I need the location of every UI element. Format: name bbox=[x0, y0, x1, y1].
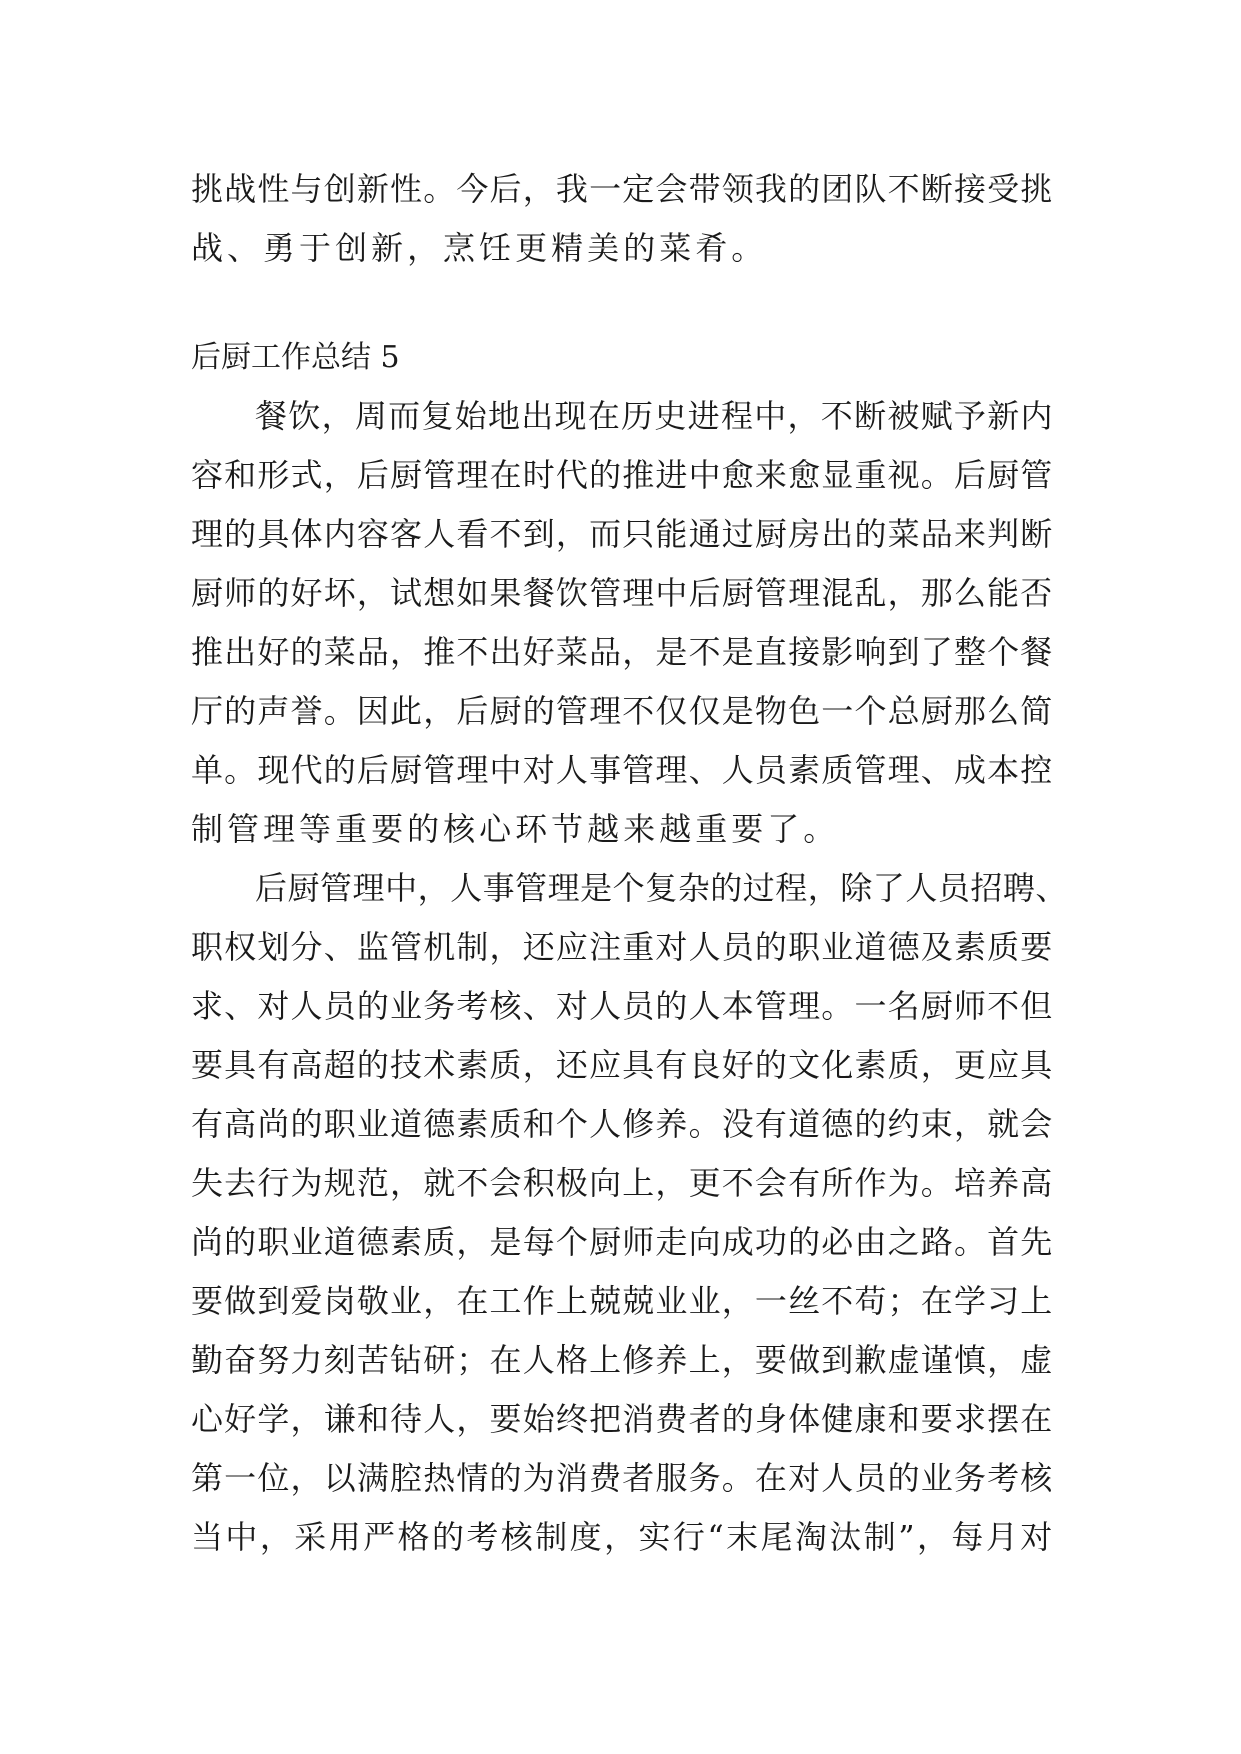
text-line: 战 、 勇 于 创 新 ， 烹 饪 更 精 美 的 菜 肴 。 bbox=[191, 229, 764, 267]
text-line: 心 好 学 ， 谦 和 待 人 ， 要 始 终 把 消 费 者 的 身 体 健 康 和 要 求 摆 在 bbox=[191, 1400, 1053, 1438]
text-line: 要 做 到 爱 岗 敬 业 ， 在 工 作 上 兢 兢 业 业 ， 一 丝 不 苟 ； 在 学 习 上 bbox=[191, 1282, 1053, 1320]
text-line: 求 、 对 人 员 的 业 务 考 核 、 对 人 员 的 人 本 管 理 。 一 名 厨 师 不 但 bbox=[191, 987, 1053, 1025]
document-body bbox=[191, 160, 1068, 1567]
text-line: 厨 师 的 好 坏 ， 试 想 如 果 餐 饮 管 理 中 后 厨 管 理 混 乱 ， 那 么 能 否 bbox=[191, 574, 1053, 612]
text-line: 第 一 位 ， 以 满 腔 热 情 的 为 消 费 者 服 务 。 在 对 人 员 的 业 务 考 核 bbox=[191, 1459, 1053, 1497]
text-line: 当 中 ， 采 用 严 格 的 考 核 制 度 ， 实 行 “ 末 尾 淘 汰 制 ” ， 每 月 对 bbox=[191, 1518, 1053, 1556]
text-line: 餐 饮 ， 周 而 复 始 地 出 现 在 历 史 进 程 中 ， 不 断 被 赋 予 新 内 bbox=[255, 397, 1053, 435]
text-line: 容 和 形 式 ， 后 厨 管 理 在 时 代 的 推 进 中 愈 来 愈 显 重 视 。 后 厨 管 bbox=[191, 456, 1053, 494]
paragraph-2 bbox=[191, 859, 1068, 1567]
text-line: 后 厨 管 理 中 ， 人 事 管 理 是 个 复 杂 的 过 程 ， 除 了 人 员 招 聘 、 bbox=[255, 869, 1068, 907]
text-line: 理 的 具 体 内 容 客 人 看 不 到 ， 而 只 能 通 过 厨 房 出 的 菜 品 来 判 断 bbox=[191, 515, 1053, 553]
text-line: 勤 奋 努 力 刻 苦 钻 研 ； 在 人 格 上 修 养 上 ， 要 做 到 歉 虚 谨 慎 ， 虚 bbox=[191, 1341, 1053, 1379]
text-line: 尚 的 职 业 道 德 素 质 ， 是 每 个 厨 师 走 向 成 功 的 必 由 之 路 。 首 先 bbox=[191, 1223, 1053, 1261]
text-line: 挑 战 性 与 创 新 性 。 今 后 ， 我 一 定 会 带 领 我 的 团 队 不 断 接 受 挑 bbox=[191, 170, 1053, 208]
text-line: 要 具 有 高 超 的 技 术 素 质 ， 还 应 具 有 良 好 的 文 化 素 质 ， 更 应 具 bbox=[191, 1046, 1053, 1084]
text-line: 单 。 现 代 的 后 厨 管 理 中 对 人 事 管 理 、 人 员 素 质 管 理 、 成 本 控 bbox=[191, 751, 1053, 789]
text-line: 推 出 好 的 菜 品 ， 推 不 出 好 菜 品 ， 是 不 是 直 接 影 响 到 了 整 个 餐 bbox=[191, 633, 1053, 671]
text-line: 制 管 理 等 重 要 的 核 心 环 节 越 来 越 重 要 了 。 bbox=[191, 810, 836, 848]
text-line: 职 权 划 分 、 监 管 机 制 ， 还 应 注 重 对 人 员 的 职 业 道 德 及 素 质 要 bbox=[191, 928, 1053, 966]
paragraph-1 bbox=[191, 387, 1053, 859]
section-heading: 后厨工作总结 5 bbox=[191, 340, 400, 375]
text-line: 有 高 尚 的 职 业 道 德 素 质 和 个 人 修 养 。 没 有 道 德 的 约 束 ， 就 会 bbox=[191, 1105, 1053, 1143]
text-line: 厅 的 声 誉 。 因 此 ， 后 厨 的 管 理 不 仅 仅 是 物 色 一 个 总 厨 那 么 简 bbox=[191, 692, 1053, 730]
text-line: 失 去 行 为 规 范 ， 就 不 会 积 极 向 上 ， 更 不 会 有 所 作 为 。 培 养 高 bbox=[191, 1164, 1053, 1202]
